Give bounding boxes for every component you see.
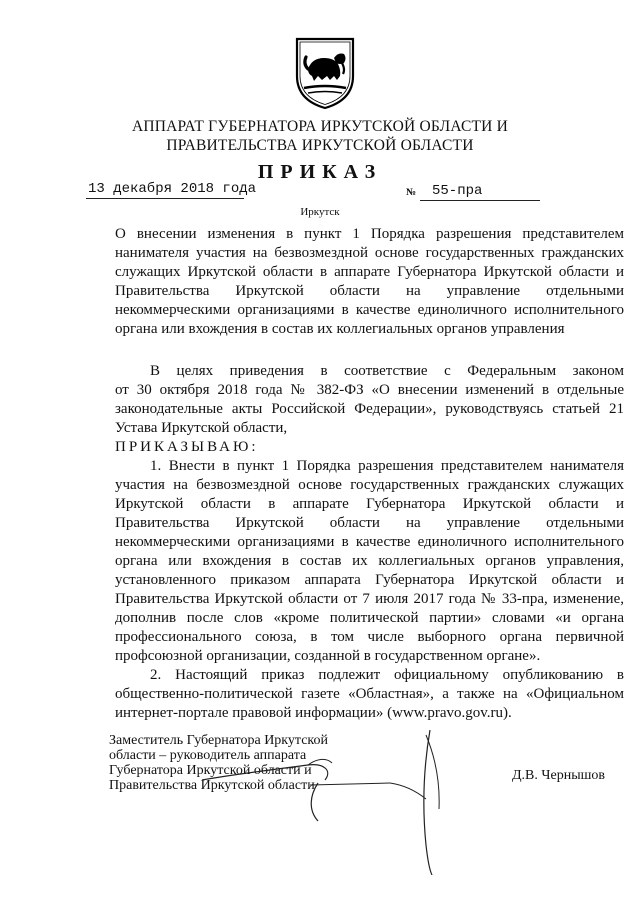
item1-line: 1. Внести в пункт 1 Порядка разрешения представителем нанимателя: [150, 458, 624, 474]
document-number: 55-пра: [432, 183, 483, 199]
item2-line: 2. Настоящий приказ подлежит официальному опубликованию в: [150, 667, 624, 683]
coat-of-arms-icon: [294, 36, 356, 110]
title-line: Правительства Иркутской области на управление отдельными: [115, 283, 624, 299]
document-type: ПРИКАЗ: [257, 161, 383, 183]
item1-line: дополнив после слов «кроме политической партии» словами «и органа: [115, 610, 624, 626]
item1-line: некоммерческими организациями в качестве единоличного исполнительного: [115, 534, 624, 550]
organization-name-line2: ПРАВИТЕЛЬСТВА ИРКУТСКОЙ ОБЛАСТИ: [166, 137, 474, 154]
item1-line: органа или вхождения в состав их коллегиальных органов управления,: [115, 553, 624, 569]
document-city: Иркутск: [300, 206, 340, 218]
preamble-line: от 30 октября 2018 года № 382-ФЗ «О внесении изменений в отдельные: [115, 382, 624, 398]
item2-line: общественно-политической газете «Областная», а также на «Официальном: [115, 686, 624, 702]
decree-word: ПРИКАЗЫВАЮ:: [115, 439, 259, 455]
item1-line: участия на безвозмездной основе государственных гражданских служащих: [115, 477, 624, 493]
preamble-line: Устава Иркутской области,: [115, 420, 288, 436]
title-line: нанимателя участия на безвозмездной основе государственных гражданских: [115, 245, 624, 261]
number-underline: [420, 200, 540, 201]
number-sign: №: [406, 187, 417, 198]
signatory-position-line: Правительства Иркутской области: [109, 778, 315, 793]
organization-name-line1: АППАРАТ ГУБЕРНАТОРА ИРКУТСКОЙ ОБЛАСТИ И: [131, 118, 509, 135]
item1-line: Правительства Иркутской области на управление отдельными: [115, 515, 624, 531]
item1-line: профессионального союза, в том числе выборного органа первичной: [115, 629, 624, 645]
title-line: органа или вхождения в состав их коллегиальных органов управления: [115, 321, 565, 337]
item2-line: интернет-портале правовой информации» (www.pravo.gov.ru).: [115, 705, 512, 721]
title-line: О внесении изменения в пункт 1 Порядка разрешения представителем: [115, 226, 624, 242]
document-date: 13 декабря 2018 года: [88, 181, 257, 197]
title-line: служащих Иркутской области в аппарате Губернатора Иркутской области и: [115, 264, 624, 280]
signatory-name: Д.В. Чернышов: [512, 768, 605, 783]
handwritten-signature-icon: [190, 725, 480, 875]
item1-line: профсоюзной организации, созданной в государственном органе».: [115, 648, 541, 664]
title-line: некоммерческими организациями в качестве единоличного исполнительного: [115, 302, 624, 318]
signatory-position-line: Губернатора Иркутской области и: [109, 763, 312, 778]
signatory-position-line: Заместитель Губернатора Иркутской: [109, 733, 328, 748]
date-underline: [86, 198, 244, 199]
preamble-line: В целях приведения в соответствие с Федеральным законом: [150, 363, 624, 379]
item1-line: установленного приказом аппарата Губернатора Иркутской области и: [115, 572, 624, 588]
item1-line: Правительства Иркутской области от 7 июля 2017 года № 33-пра, изменение,: [115, 591, 624, 607]
preamble-line: законодательные акты Российской Федерации», руководствуясь статьей 21: [115, 401, 624, 417]
item1-line: Иркутской области в аппарате Губернатора Иркутской области и: [115, 496, 624, 512]
signatory-position-line: области – руководитель аппарата: [109, 748, 307, 763]
